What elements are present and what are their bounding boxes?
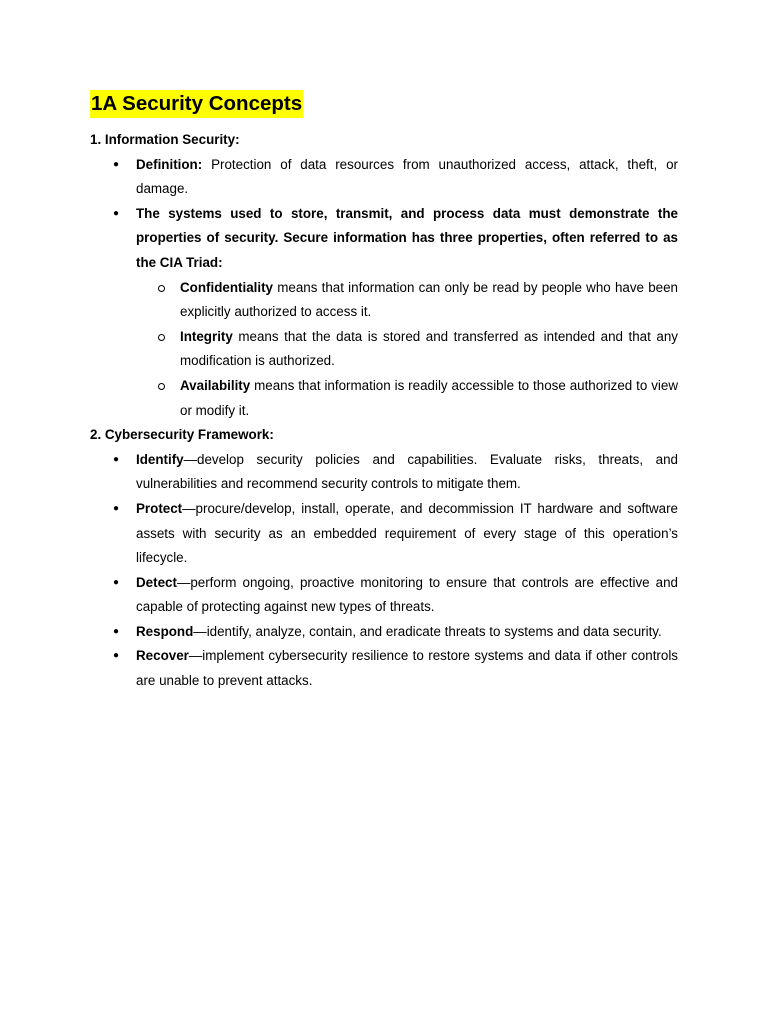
cybersecurity-framework-list xyxy=(90,448,678,694)
section-heading-cybersecurity-framework: 2. Cybersecurity Framework: xyxy=(90,427,274,443)
sub-item-availability xyxy=(135,374,678,423)
cia-triad-intro: The systems used to store, transmit, and process data must demonstrate the properties of security. Secure information has three properties, often referred to as the CIA Triad: xyxy=(136,205,678,270)
bullet-icon: ● xyxy=(113,207,120,219)
bullet-icon: ● xyxy=(113,576,120,588)
bullet-icon: ● xyxy=(113,158,120,170)
term-definition: Definition: xyxy=(136,156,203,172)
hollow-bullet-icon xyxy=(158,383,165,390)
document-page xyxy=(90,90,678,694)
detect-text: —perform ongoing, proactive monitoring to ensure that controls are effective and capable of protecting against new types of threats. xyxy=(136,574,678,615)
list-item-recover xyxy=(90,644,678,693)
bullet-icon: ● xyxy=(113,502,120,514)
list-item-definition xyxy=(90,153,678,202)
identify-text: —develop security policies and capabilities. Evaluate risks, threats, and vulnerabilities and recommend security controls to mitigate them. xyxy=(136,451,678,492)
term-confidentiality: Confidentiality xyxy=(180,279,273,295)
protect-text: —procure/develop, install, operate, and decommission IT hardware and software assets with security as an embedded requirement of every stage of this operation’s lifecycle. xyxy=(136,500,678,566)
confidentiality-text: means that information can only be read by people who have been explicitly authorized to access it. xyxy=(180,279,678,320)
list-item-respond xyxy=(90,620,678,645)
list-item-detect xyxy=(90,571,678,620)
respond-text: —identify, analyze, contain, and eradicate threats to systems and data security. xyxy=(193,623,662,639)
availability-text: means that information is readily accessible to those authorized to view or modify it. xyxy=(180,377,678,418)
sub-item-integrity xyxy=(135,325,678,374)
section-heading-information-security: 1. Information Security: xyxy=(90,132,240,147)
list-item-identify xyxy=(90,448,678,497)
bullet-icon: ● xyxy=(113,625,120,637)
cia-triad-list xyxy=(135,276,678,424)
term-integrity: Integrity xyxy=(180,328,233,344)
sub-item-confidentiality xyxy=(135,276,678,325)
integrity-text: means that the data is stored and transferred as intended and that any modification is authorized. xyxy=(180,328,678,369)
hollow-bullet-icon xyxy=(158,334,165,341)
recover-text: —implement cybersecurity resilience to restore systems and data if other controls are unable to prevent attacks. xyxy=(136,648,678,689)
list-item-protect xyxy=(90,497,678,571)
page-title: 1A Security Concepts xyxy=(90,90,303,118)
list-item-cia-triad xyxy=(90,202,678,423)
bullet-icon: ● xyxy=(113,453,120,465)
term-detect: Detect xyxy=(136,574,177,590)
hollow-bullet-icon xyxy=(158,285,165,292)
term-protect: Protect xyxy=(136,500,183,516)
term-recover: Recover xyxy=(136,648,189,664)
term-identify: Identify xyxy=(136,451,184,467)
bullet-icon: ● xyxy=(113,650,120,662)
information-security-list xyxy=(90,153,678,424)
term-availability: Availability xyxy=(180,377,251,393)
definition-text: Protection of data resources from unauthorized access, attack, theft, or damage. xyxy=(136,156,678,197)
term-respond: Respond xyxy=(136,623,194,639)
